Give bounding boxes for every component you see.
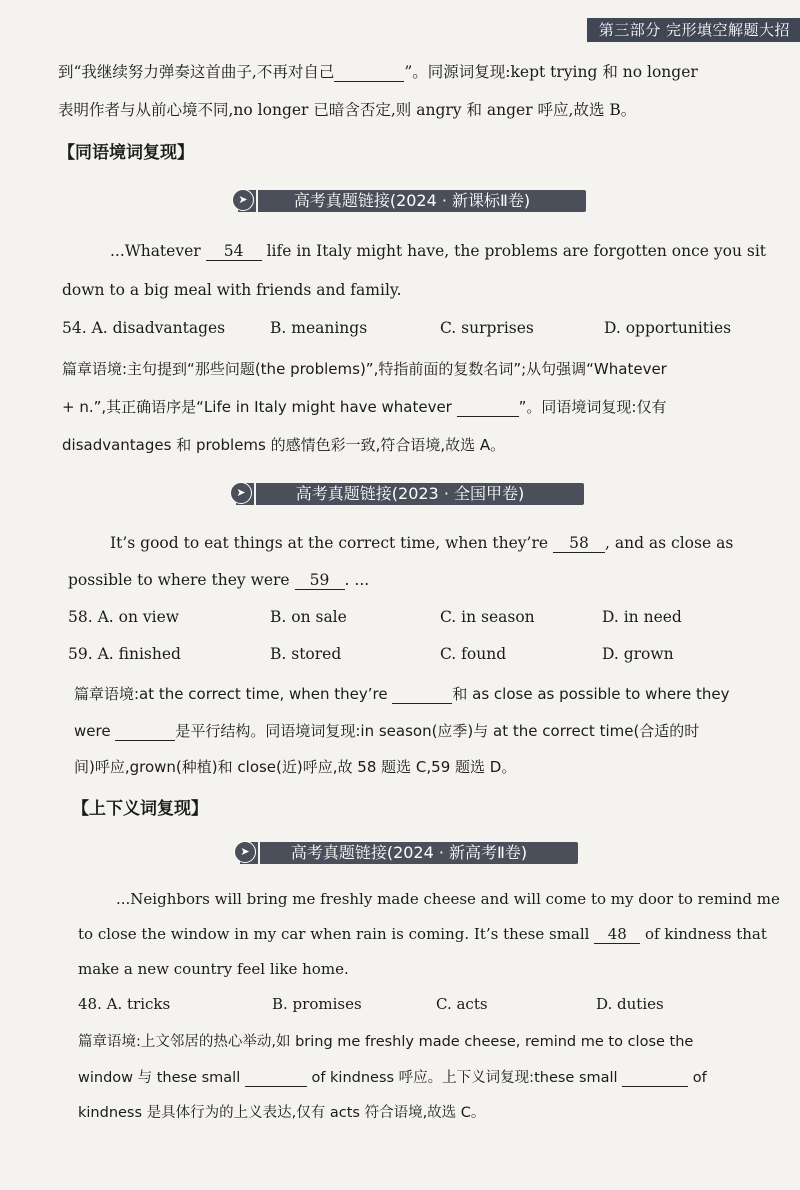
answer-blank: [115, 722, 175, 741]
passage-text: . ...: [344, 571, 370, 589]
answer-blank: [457, 398, 519, 417]
exam-link-banner-2024-new-gaokao-ii: [240, 842, 578, 864]
section-heading-hypernym: 【上下义词复现】: [72, 799, 208, 819]
explain-58-line-3: 间)呼应,grown(种植)和 close(近)呼应,故 58 题选 C,59 题选 D。: [74, 758, 517, 776]
explain-54-line-3: disadvantages 和 problems 的感情色彩一致,符合语境,故选 A。: [62, 436, 506, 454]
arrow-icon: ➤: [234, 841, 256, 863]
blank-54: 54: [206, 242, 262, 261]
answer-blank: [334, 63, 404, 82]
option-54-d: D. opportunities: [604, 319, 732, 337]
explain-48-line-2: [78, 1066, 707, 1087]
explain-54-line-2: [62, 396, 666, 417]
passage-54-line-2: down to a big meal with friends and family.: [62, 281, 402, 299]
passage-text: , and as close as: [605, 534, 734, 552]
passage-text: It’s good to eat things at the correct time, when they’re: [110, 534, 549, 552]
explain-text: of kindness 呼应。上下义词复现:these small: [311, 1070, 618, 1086]
option-59-b: B. stored: [270, 645, 342, 663]
banner-divider: [258, 842, 260, 864]
passage-54-line-1: [110, 242, 766, 261]
option-58-d: D. in need: [602, 608, 682, 626]
explain-48-line-3: kindness 是具体行为的上义表达,仅有 acts 符合语境,故选 C。: [78, 1105, 486, 1121]
intro-line-1-pre: 到“我继续努力弹奏这首曲子,不再对自己: [58, 63, 335, 81]
explain-text: 和 as close as possible to where they: [452, 685, 730, 703]
option-59-c: C. found: [440, 645, 507, 663]
option-54-b: B. meanings: [270, 319, 368, 337]
option-54-c: C. surprises: [440, 319, 534, 337]
passage-58-line-2: [68, 571, 369, 590]
explain-58-line-2: [74, 720, 699, 741]
explain-text: 是平行结构。同语境词复现:in season(应季)与 at the correct time(合适的时: [175, 722, 700, 740]
answer-blank: [622, 1070, 688, 1087]
option-58-c: C. in season: [440, 608, 535, 626]
intro-line-1-post: ”。同源词复现:kept trying 和 no longer: [404, 63, 698, 81]
banner-title: 高考真题链接(2023 · 全国甲卷): [295, 484, 525, 503]
explain-48-line-1: 篇章语境:上文邻居的热心举动,如 bring me freshly made cheese, remind me to close the: [78, 1034, 694, 1050]
banner-divider: [256, 190, 258, 212]
banner-title: 高考真题链接(2024 · 新高考Ⅱ卷): [290, 843, 528, 862]
option-48-b: B. promises: [272, 995, 362, 1013]
blank-59: 59: [295, 571, 345, 590]
option-59-a: 59. A. finished: [68, 645, 181, 663]
option-48-c: C. acts: [436, 995, 488, 1013]
explain-text: ”。同语境词复现:仅有: [518, 398, 667, 416]
answer-blank: [392, 685, 452, 704]
arrow-icon: ➤: [232, 189, 254, 211]
explain-text: were: [74, 722, 111, 740]
intro-line-1: [58, 60, 698, 82]
blank-58: 58: [553, 534, 605, 553]
exam-link-banner-2024-new-standard: [238, 190, 586, 212]
option-59-d: D. grown: [602, 645, 674, 663]
passage-58-line-1: [110, 534, 733, 553]
blank-48: 48: [594, 925, 640, 944]
answer-blank: [245, 1070, 307, 1087]
passage-48-line-2: [78, 925, 767, 944]
option-48-a: 48. A. tricks: [78, 995, 171, 1013]
intro-line-2: 表明作者与从前心境不同,no longer 已暗含否定,则 angry 和 anger 呼应,故选 B。: [58, 101, 637, 119]
passage-48-line-3: make a new country feel like home.: [78, 960, 349, 978]
arrow-icon: ➤: [230, 482, 252, 504]
explain-text: window 与 these small: [78, 1070, 241, 1086]
explain-58-line-1: [74, 683, 729, 704]
banner-title: 高考真题链接(2024 · 新课标Ⅱ卷): [293, 191, 531, 210]
explain-54-line-1: 篇章语境:主句提到“那些问题(the problems)”,特指前面的复数名词”;从句强调“Whatever: [62, 360, 667, 378]
explain-text: of: [692, 1070, 707, 1086]
option-54-a: 54. A. disadvantages: [62, 319, 226, 337]
passage-text: of kindness that: [645, 925, 767, 943]
passage-text: ...Whatever: [110, 242, 201, 260]
passage-48-line-1: ...Neighbors will bring me freshly made cheese and will come to my door to remind me: [116, 890, 780, 908]
passage-text: life in Italy might have, the problems are forgotten once you sit: [266, 242, 766, 260]
explain-text: 篇章语境:at the correct time, when they’re: [74, 685, 388, 703]
explain-text: + n.”,其正确语序是“Life in Italy might have whatever: [62, 398, 452, 416]
section-tab: 第三部分 完形填空解题大招: [587, 18, 800, 42]
passage-text: possible to where they were: [68, 571, 290, 589]
section-heading-same-context: 【同语境词复现】: [58, 143, 194, 163]
exam-link-banner-2023-national-a: [236, 483, 584, 505]
option-48-d: D. duties: [596, 995, 664, 1013]
option-58-a: 58. A. on view: [68, 608, 180, 626]
passage-text: to close the window in my car when rain is coming. It’s these small: [78, 925, 590, 943]
banner-divider: [254, 483, 256, 505]
option-58-b: B. on sale: [270, 608, 347, 626]
